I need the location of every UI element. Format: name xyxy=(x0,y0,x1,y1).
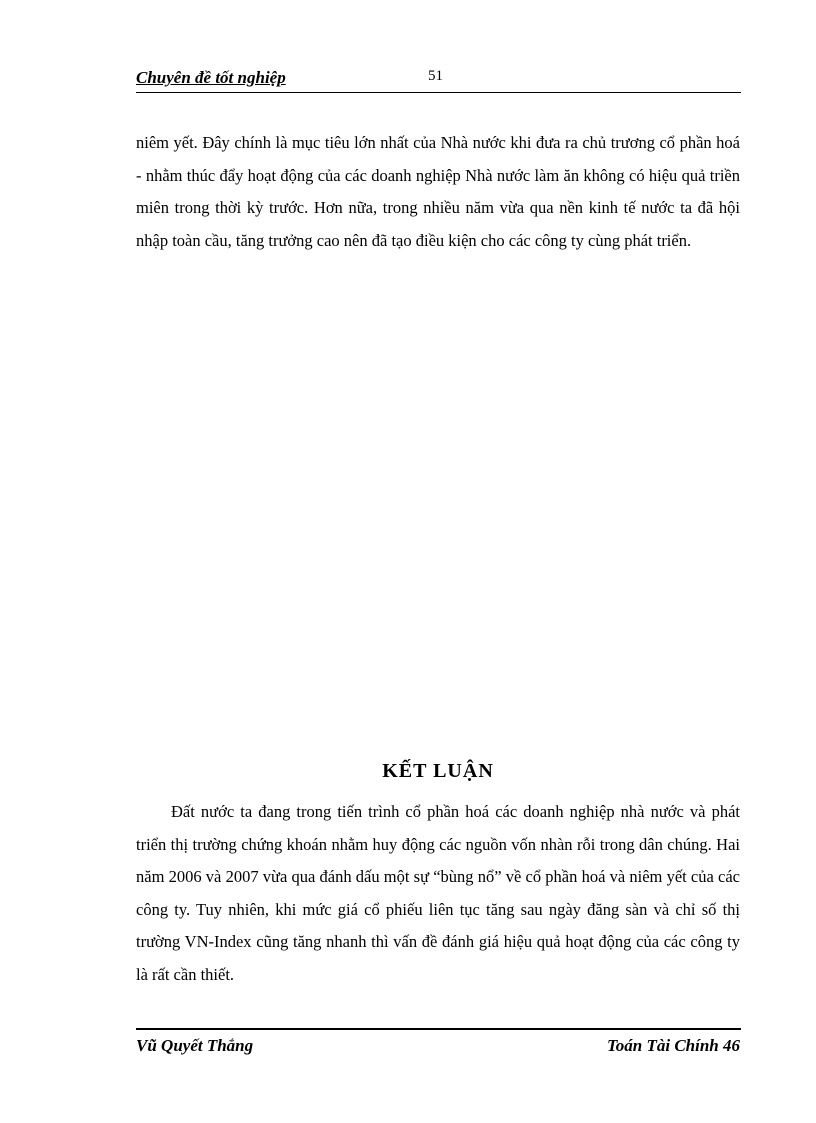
footer-author: Vũ Quyết Thắng xyxy=(136,1036,254,1055)
section-heading-conclusion: KẾT LUẬN xyxy=(382,760,494,782)
page-header xyxy=(136,66,741,93)
body-paragraph-continued: niêm yết. Đây chính là mục tiêu lớn nhất của Nhà nước khi đưa ra chủ trương cổ phần hoá - nhằm thúc đẩy hoạt động của các doanh nghiệp Nhà nước làm ăn không có hiệu quả triền miên trong thời kỳ trước. Hơn nữa, trong nhiều năm vừa qua nền kinh tế nước ta đã hội nhập toàn cầu, tăng trưởng cao nên đã tạo điều kiện cho các công ty cùng phát triển. xyxy=(136,133,740,250)
footer-class-name: Toán Tài Chính 46 xyxy=(606,1036,740,1055)
page-number: 51 xyxy=(428,68,443,84)
conclusion-paragraph: Đất nước ta đang trong tiến trình cổ phần hoá các doanh nghiệp nhà nước và phát triển thị trường chứng khoán nhằm huy động các nguồn vốn nhàn rỗi trong dân chúng. Hai năm 2006 và 2007 vừa qua đánh dấu một sự “bùng nổ” về cổ phần hoá và niêm yết của các công ty. Tuy nhiên, khi mức giá cổ phiếu liên tục tăng sau ngày đăng sàn và chỉ số thị trường VN-Index cũng tăng nhanh thì vấn đề đánh giá hiệu quả hoạt động của các công ty là rất cần thiết. xyxy=(136,802,740,984)
document-title: Chuyên đề tốt nghiệp xyxy=(136,68,286,87)
footer-divider xyxy=(136,1028,741,1030)
